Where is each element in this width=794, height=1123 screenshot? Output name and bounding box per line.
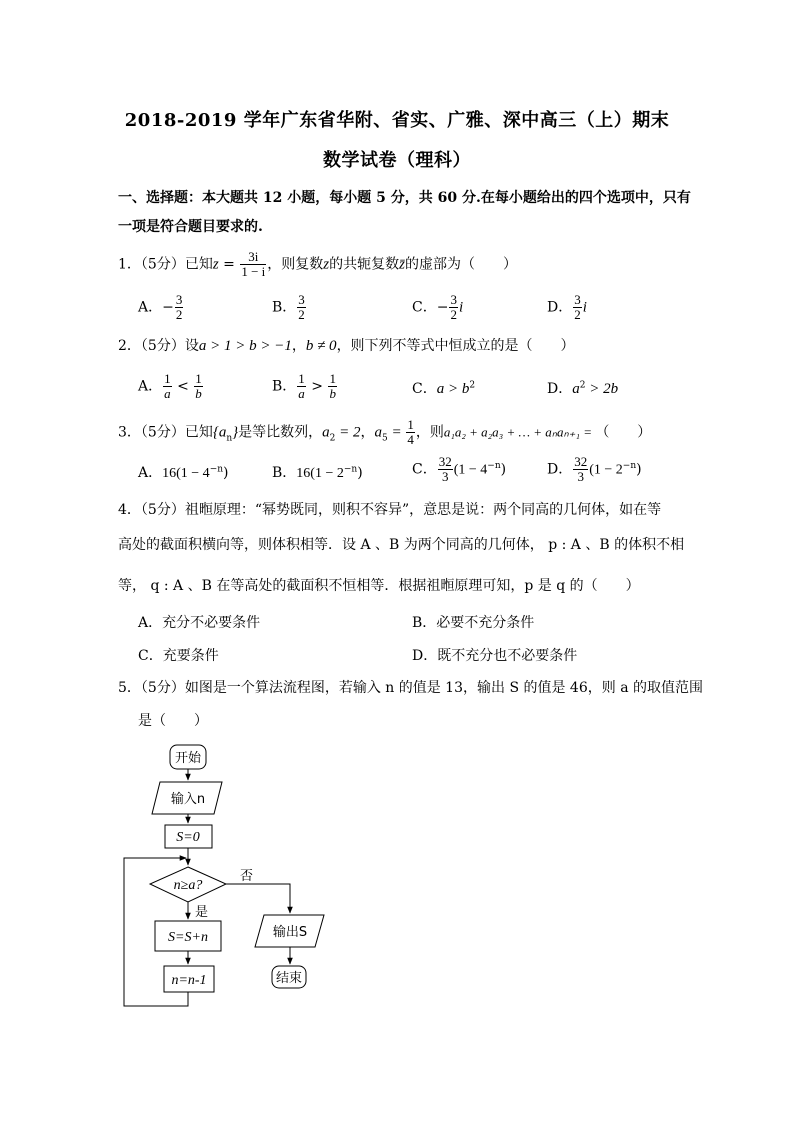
flow-yes-label: 是 <box>195 905 209 920</box>
q4-option-c[interactable]: C．充要条件 <box>138 648 219 664</box>
section-heading-line2: 一项是符合题目要求的. <box>118 219 263 235</box>
q3-option-d[interactable]: D． $\frac{32}{3}$ $(1 - 2^{-n})$ <box>547 454 642 484</box>
flow-input-label: 输入n <box>170 792 206 807</box>
q3-option-b[interactable]: B．$16(1 - 2^{-n})$ <box>272 464 363 481</box>
flow-decrement-label: n=n-1 <box>171 973 207 988</box>
question-4-line3: 等， q : A 、B 在等高处的截面积不恒相等．根据祖暅原理可知，p 是 q 的（ ） <box>118 578 640 594</box>
q1-option-b[interactable]: B． $\frac{3}{2}$ <box>272 292 305 322</box>
q1-option-c[interactable]: C．− $\frac{3}{2}$ i <box>412 292 464 322</box>
question-5-line1: 5．（5分）如图是一个算法流程图，若输入 n 的值是 13，输出 S 的值是 46，则 a 的取值范围 <box>118 680 703 696</box>
section-heading-line1: 一、选择题：本大题共 12 小题，每小题 5 分，共 60 分.在每小题给出的四个选项中，只有 <box>118 190 691 206</box>
question-2-stem: 2．（5分）设a > 1 > b > −1，b ≠ 0，则下列不等式中恒成立的是（ ） <box>118 338 575 354</box>
question-1-stem: 1．（5分）已知z = $\frac{3i}{1 - i}$ ，则复数z的共轭复数z̄的虚部为（ ） <box>118 249 517 279</box>
flow-no-label: 否 <box>240 869 254 884</box>
flow-update-label: S=S+n <box>168 930 208 945</box>
q2-option-a[interactable]: A． $\frac{1}{a}$ < $\frac{1}{b}$ <box>138 371 202 401</box>
question-3-stem: 3．（5分）已知$\{a_n\}$是等比数列，$a_2 = 2$，$a_5$ = $\frac{1}{4}$ ，则a₁a₂ + a₂a₃ + … + aₙaₙ₊₁ = （ ） <box>118 417 652 447</box>
question-4-line1: 4．（5分）祖暅原理：“幂势既同，则积不容异”，意思是说：两个同高的几何体，如在等 <box>118 502 662 518</box>
q2-option-d[interactable]: D．$a^2 > 2b$ <box>547 380 619 397</box>
q4-option-a[interactable]: A．充分不必要条件 <box>138 615 261 631</box>
flow-start-label: 开始 <box>174 751 202 766</box>
q3-option-a[interactable]: A．$16(1 - 4^{-n})$ <box>138 464 229 481</box>
q1-option-d[interactable]: D． $\frac{3}{2}$ i <box>547 292 587 322</box>
q3-option-c[interactable]: C． $\frac{32}{3}$ $(1 - 4^{-n})$ <box>412 454 507 484</box>
flow-end-label: 结束 <box>275 971 303 986</box>
q2-option-c[interactable]: C．$a > b^2$ <box>412 380 476 397</box>
q1-fraction: $\frac{3i}{1 - i}$ <box>241 249 266 279</box>
flow-output-label: 输出S <box>272 925 308 940</box>
flow-init-label: S=0 <box>176 830 200 845</box>
exam-title-line2: 数学试卷（理科） <box>323 150 471 171</box>
question-5-line2: 是（ ） <box>138 713 208 729</box>
flow-decision-label: n≥a? <box>173 878 203 893</box>
exam-title-line1: 2018-2019 学年广东省华附、省实、广雅、深中高三（上）期末 <box>124 110 670 131</box>
q4-option-b[interactable]: B．必要不充分条件 <box>412 615 535 631</box>
q4-option-d[interactable]: D．既不充分也不必要条件 <box>412 648 578 664</box>
q1-option-a[interactable]: A．− $\frac{3}{2}$ <box>138 292 183 322</box>
question-4-line2: 高处的截面积横向等，则体积相等．设 A 、B 为两个同高的几何体， p : A 、B 的体积不相 <box>118 537 685 553</box>
q2-option-b[interactable]: B． $\frac{1}{a}$ > $\frac{1}{b}$ <box>272 371 336 401</box>
